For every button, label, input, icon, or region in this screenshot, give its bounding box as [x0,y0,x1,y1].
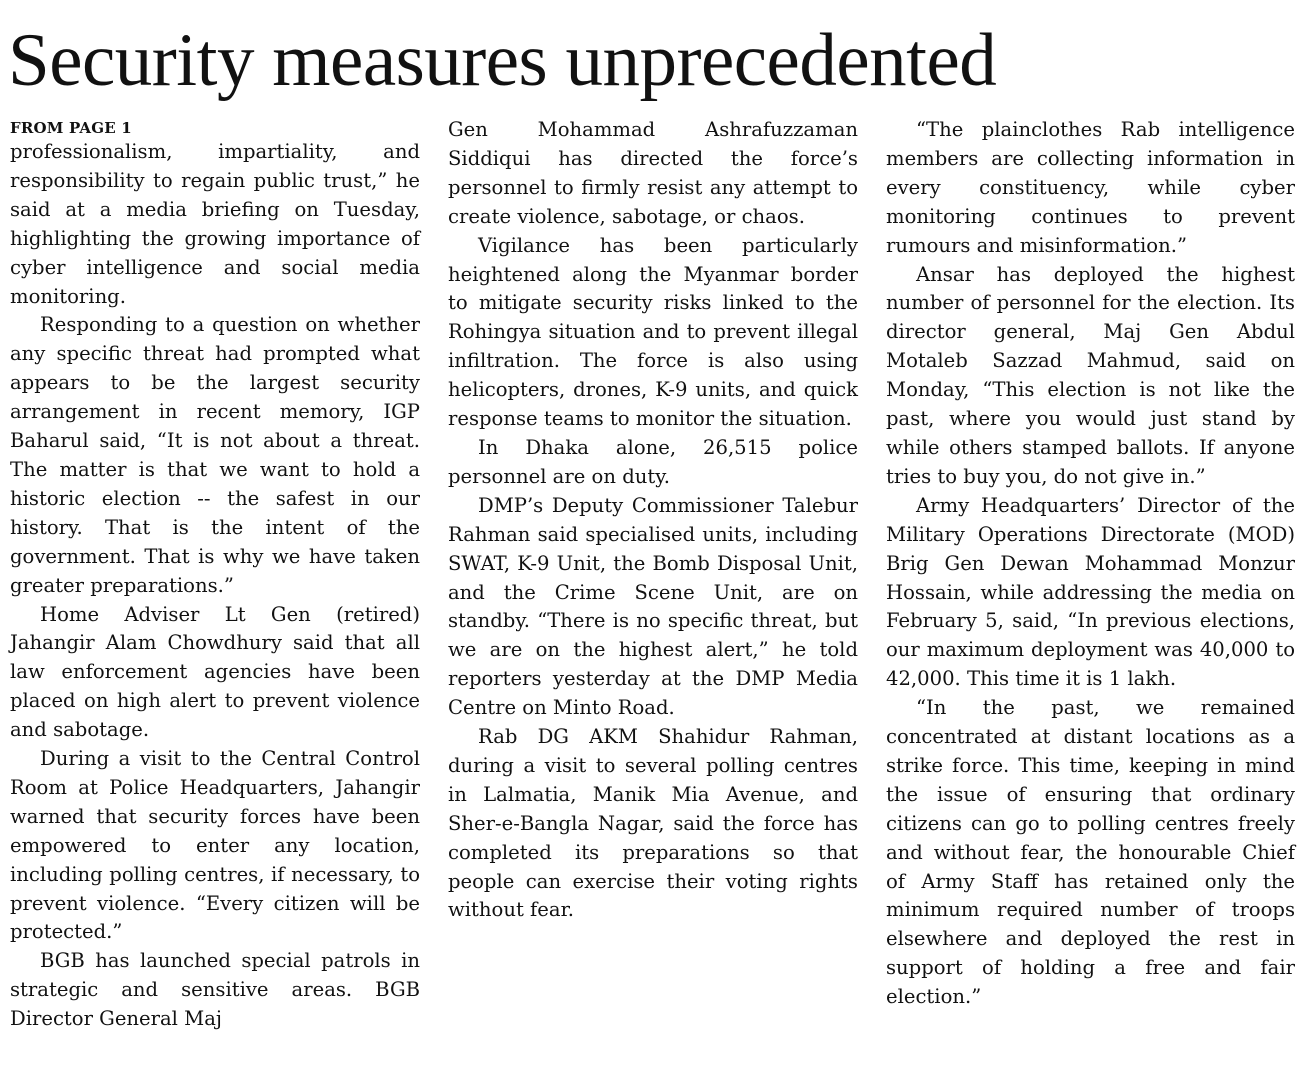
article-column-3 [886,118,1295,1012]
article-paragraph: During a visit to the Central Control Room at Police Headquarters, Jahangir warned that security forces have been empowered to enter any location, including polling centres, if necessary, to prevent violence. “Every citizen will be protected.” [10,747,420,944]
article-paragraph: BGB has launched special patrols in strategic and sensitive areas. BGB Director General Maj [10,949,420,1031]
article-paragraph: “The plainclothes Rab intelligence members are collecting information in every constituency, while cyber monitoring continues to prevent rumours and misinformation.” [886,118,1295,257]
jump-label: FROM PAGE 1 [10,119,132,137]
article-paragraph: Responding to a question on whether any specific threat had prompted what appears to be the largest security arrangement in recent memory, IGP Baharul said, “It is not about a threat. The matter is that we want to hold a historic election -- the safest in our history. That is the intent of the government. That is why we have taken greater preparations.” [10,313,420,597]
article-paragraph: “In the past, we remained concentrated at distant locations as a strike force. This time, keeping in mind the issue of ensuring that ordinary citizens can go to polling centres freely and without fear, the honourable Chief of Army Staff has retained only the minimum required number of troops elsewhere and deployed the rest in support of holding a free and fair election.” [886,696,1295,1009]
article-paragraph: DMP’s Deputy Commissioner Talebur Rahman said specialised units, including SWAT, K-9 Unit, the Bomb Disposal Unit, and the Crime Scene Unit, are on standby. “There is no specific threat, but we are on the highest alert,” he told reporters yesterday at the DMP Media Centre on Minto Road. [448,493,858,720]
article-paragraph: In Dhaka alone, 26,515 police personnel are on duty. [448,435,858,488]
article-paragraph: Ansar has deployed the highest number of personnel for the election. Its director general, Maj Gen Abdul Motaleb Sazzad Mahmud, said on Monday, “This election is not like the past, where you would just stand by while others stamped ballots. If anyone tries to buy you, do not give in.” [886,262,1295,488]
article-paragraph: Gen Mohammad Ashrafuzzaman Siddiqui has directed the force’s personnel to firmly resist any attempt to create violence, sabotage, or chaos. [448,118,858,228]
article-paragraph: professionalism, impartiality, and responsibility to regain public trust,” he said at a media briefing on Tuesday, highlighting the growing importance of cyber intelligence and social media monitoring. [10,140,420,308]
article-paragraph: Home Adviser Lt Gen (retired) Jahangir Alam Chowdhury said that all law enforcement agencies have been placed on high alert to prevent violence and sabotage. [10,602,420,742]
article-paragraph: Rab DG AKM Shahidur Rahman, during a visit to several polling centres in Lalmatia, Manik Mia Avenue, and Sher-e-Bangla Nagar, said the force has completed its preparations so that people can exercise their voting rights without fear. [448,725,858,922]
article-column-1 [10,118,420,1034]
article-paragraph: Vigilance has been particularly heightened along the Myanmar border to mitigate security risks linked to the Rohingya situation and to prevent illegal infiltration. The force is also using helicopters, drones, K-9 units, and quick response teams to monitor the situation. [448,233,858,431]
article-paragraph: Army Headquarters’ Director of the Military Operations Directorate (MOD) Brig Gen Dewan Mohammad Monzur Hossain, while addressing the media on February 5, said, “In previous elections, our maximum deployment was 40,000 to 42,000. This time it is 1 lakh. [886,493,1295,691]
article-column-2 [448,118,858,925]
headline: Security measures unprecedented [8,19,997,102]
